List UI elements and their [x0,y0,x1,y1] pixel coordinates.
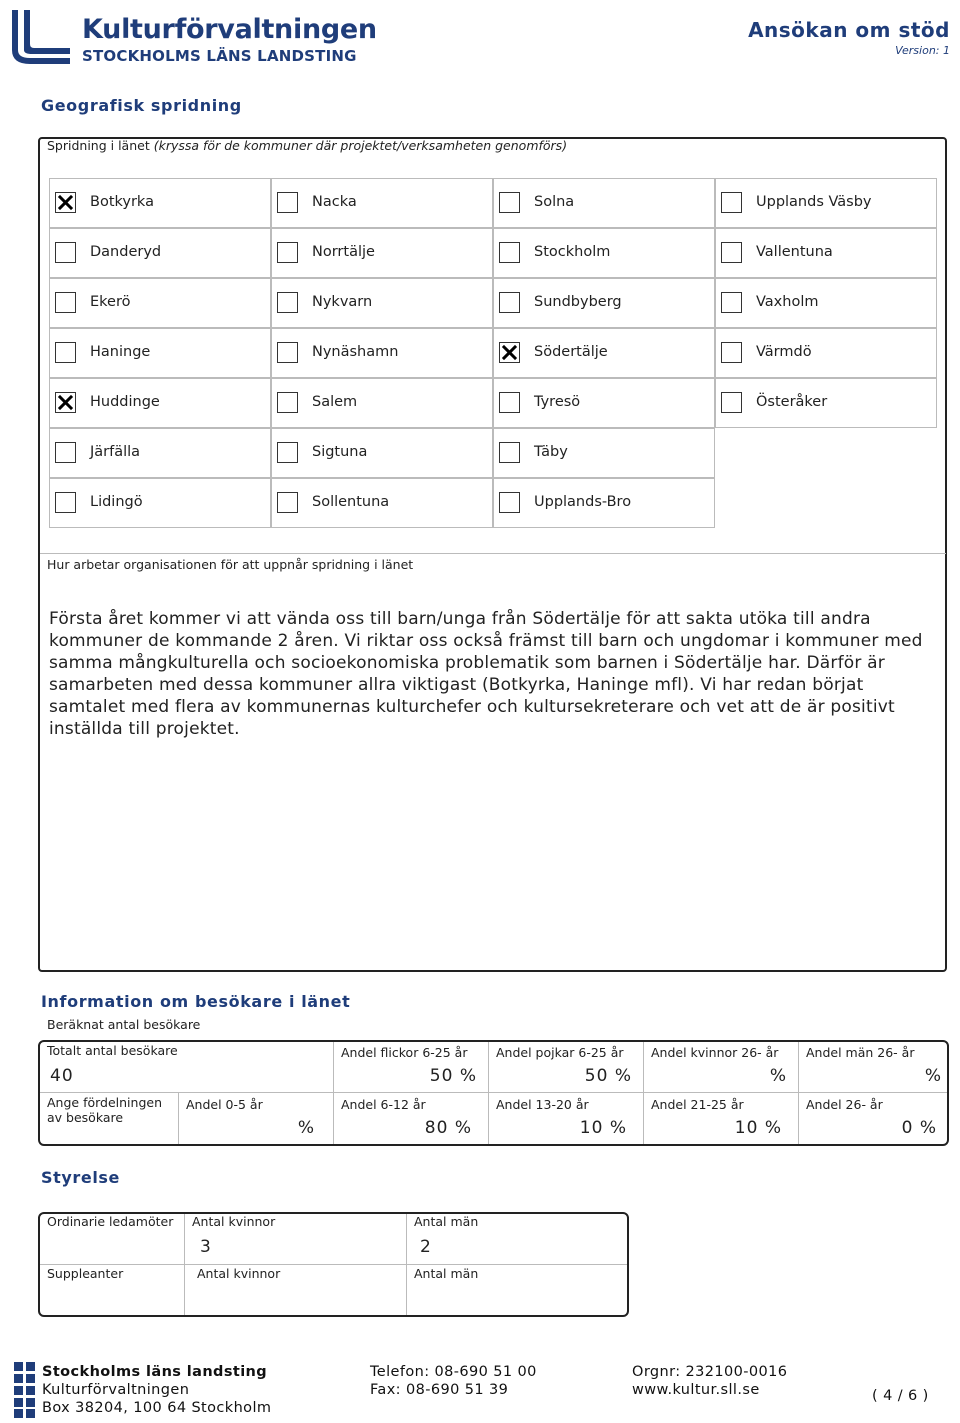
municipality-label: Vallentuna [756,244,833,260]
geo-instruction-italic: (kryssa för de kommuner där projektet/verksamheten genomförs) [153,138,568,153]
municipality-label: Norrtälje [312,244,375,260]
age-share-value[interactable]: 80 % [424,1118,472,1138]
municipality-label: Lidingö [90,494,143,510]
municipality-cell[interactable] [271,178,493,228]
deputy-men-label: Antal män [414,1266,479,1281]
checkbox[interactable] [721,192,742,213]
share-label: Andel kvinnor 26- år [651,1045,779,1060]
checkbox[interactable] [55,492,76,513]
logo-subtitle: STOCKHOLMS LÄNS LANDSTING [82,47,357,65]
checkbox-checked[interactable] [55,192,76,213]
spread-question: Hur arbetar organisationen för att uppnår spridning i länet [47,557,414,572]
municipality-cell[interactable] [49,478,271,528]
age-share-value[interactable]: % [297,1118,315,1138]
municipality-label: Botkyrka [90,194,154,210]
checkbox[interactable] [499,442,520,463]
municipality-label: Tyresö [534,394,581,410]
municipality-cell[interactable] [271,478,493,528]
check-x-icon [56,193,75,212]
document-title: Ansökan om stöd [748,18,950,42]
share-label: Andel pojkar 6-25 år [496,1045,624,1060]
checkbox[interactable] [277,242,298,263]
checkbox[interactable] [721,292,742,313]
municipality-cell[interactable] [271,328,493,378]
visitors-col-divider [333,1042,334,1144]
check-x-icon [56,393,75,412]
age-share-label: Andel 6-12 år [341,1097,426,1112]
women-count-value[interactable]: 3 [200,1237,212,1257]
footer-address: Box 38204, 100 64 Stockholm [42,1400,272,1416]
checkbox[interactable] [277,192,298,213]
age-share-label: Andel 26- år [806,1097,883,1112]
municipality-cell[interactable] [493,228,715,278]
checkbox[interactable] [277,392,298,413]
municipality-cell[interactable] [715,178,937,228]
logo-title: Kulturförvaltningen [82,14,377,45]
municipality-cell[interactable] [493,328,715,378]
footer-fax: Fax: 08-690 51 39 [370,1382,509,1398]
visitors-subtitle: Beräknat antal besökare [47,1017,201,1032]
municipality-label: Sundbyberg [534,294,622,310]
age-share-value[interactable]: 10 % [579,1118,627,1138]
checkbox-checked[interactable] [55,392,76,413]
share-label: Andel män 26- år [806,1045,915,1060]
footer-orgnr: Orgnr: 232100-0016 [632,1364,788,1380]
age-share-label: Andel 13-20 år [496,1097,589,1112]
geo-instruction [47,138,567,153]
checkbox[interactable] [277,492,298,513]
share-value[interactable]: % [769,1066,787,1086]
total-visitors-label: Totalt antal besökare [47,1043,178,1058]
board-col-divider [184,1214,185,1315]
board-row-divider [40,1264,627,1265]
footer-org: Stockholms läns landsting [42,1364,268,1380]
municipality-cell[interactable] [271,228,493,278]
municipality-label: Täby [534,444,568,460]
age-share-label: Andel 21-25 år [651,1097,744,1112]
deputy-women-label: Antal kvinnor [197,1266,281,1281]
checkbox[interactable] [55,442,76,463]
municipality-cell[interactable] [271,428,493,478]
share-value[interactable]: 50 % [584,1066,632,1086]
footer-dept: Kulturförvaltningen [42,1382,190,1398]
municipality-label: Danderyd [90,244,162,260]
municipality-cell[interactable] [271,278,493,328]
document-version: Version: 1 [895,44,950,57]
municipality-cell[interactable] [715,328,937,378]
checkbox[interactable] [721,392,742,413]
municipality-cell[interactable] [493,428,715,478]
share-label: Andel flickor 6-25 år [341,1045,468,1060]
municipality-cell[interactable] [49,328,271,378]
municipality-cell[interactable] [49,378,271,428]
municipality-label: Värmdö [756,344,812,360]
men-count-value[interactable]: 2 [420,1237,432,1257]
check-x-icon [500,343,519,362]
municipality-cell[interactable] [493,478,715,528]
municipality-label: Nykvarn [312,294,373,310]
visitors-col-divider [643,1042,644,1144]
municipality-label: Nacka [312,194,357,210]
visitors-col-divider [178,1093,179,1144]
municipality-cell[interactable] [49,228,271,278]
divider [40,553,946,554]
age-share-value[interactable]: 10 % [734,1118,782,1138]
checkbox[interactable] [499,492,520,513]
checkbox[interactable] [277,342,298,363]
age-share-label: Andel 0-5 år [186,1097,263,1112]
municipality-cell[interactable] [49,278,271,328]
total-visitors-value[interactable]: 40 [50,1066,74,1086]
section-title-visitors: Information om besökare i länet [41,992,351,1011]
municipality-cell[interactable] [715,228,937,278]
municipality-label: Solna [534,194,575,210]
logo-mark [10,10,72,66]
municipality-label: Södertälje [534,344,608,360]
checkbox[interactable] [499,242,520,263]
checkbox[interactable] [55,242,76,263]
municipality-cell[interactable] [49,178,271,228]
municipality-cell[interactable] [49,428,271,478]
municipality-cell[interactable] [493,178,715,228]
municipality-label: Stockholm [534,244,611,260]
regular-members-label: Ordinarie ledamöter [47,1214,174,1229]
checkbox[interactable] [721,342,742,363]
checkbox[interactable] [499,292,520,313]
footer-phone: Telefon: 08-690 51 00 [370,1364,537,1380]
distribution-label: Ange fördelningen [47,1095,163,1110]
checkbox[interactable] [277,442,298,463]
deputies-label: Suppleanter [47,1266,124,1281]
share-value[interactable]: 50 % [429,1066,477,1086]
municipality-label: Upplands Väsby [756,194,872,210]
municipality-label: Vaxholm [756,294,819,310]
municipality-cell[interactable] [715,378,937,428]
municipality-label: Sollentuna [312,494,390,510]
distribution-label: av besökare [47,1110,124,1125]
municipality-label: Järfälla [90,444,141,460]
municipality-label: Haninge [90,344,151,360]
checkbox[interactable] [55,292,76,313]
footer-logo-squares [14,1362,36,1418]
footer-web[interactable]: www.kultur.sll.se [632,1382,760,1398]
share-value[interactable]: % [924,1066,942,1086]
checkbox[interactable] [55,342,76,363]
municipality-label: Upplands-Bro [534,494,632,510]
checkbox[interactable] [721,242,742,263]
age-share-value[interactable]: 0 % [901,1118,937,1138]
checkbox[interactable] [499,392,520,413]
municipality-label: Österåker [756,394,828,410]
municipality-label: Huddinge [90,394,160,410]
municipality-cell[interactable] [493,278,715,328]
men-count-label: Antal män [414,1214,479,1229]
visitors-row-divider [40,1092,947,1093]
geo-instruction-prefix: Spridning i länet [47,138,154,153]
municipality-label: Sigtuna [312,444,368,460]
checkbox[interactable] [499,192,520,213]
checkbox[interactable] [277,292,298,313]
visitors-col-divider [488,1042,489,1144]
board-col-divider [406,1214,407,1315]
municipality-label: Nynäshamn [312,344,399,360]
section-title-board: Styrelse [41,1168,121,1187]
municipality-label: Ekerö [90,294,131,310]
section-title-geo: Geografisk spridning [41,96,242,115]
checkbox-checked[interactable] [499,342,520,363]
women-count-label: Antal kvinnor [192,1214,276,1229]
municipality-label: Salem [312,394,358,410]
page-number: ( 4 / 6 ) [872,1388,929,1404]
municipality-cell[interactable] [715,278,937,328]
municipality-cell[interactable] [493,378,715,428]
municipality-cell[interactable] [271,378,493,428]
spread-answer[interactable]: Första året kommer vi att vända oss till barn/unga från Södertälje för att sakta utöka till andra kommuner de kommande 2 åren. Vi riktar oss också främst till barn och ungdomar i kommuner med samma mångkulturella och socioekonomiska problematik som barnen i Södertälje har. Därför är samarbeten med dessa kommuner allra viktigast (Botkyrka, Haninge mfl). Vi har redan börjat samtalet med flera av kommunernas kulturchefer och kultursekreterare och vet att de är positivt inställda till projektet. [49,609,923,739]
visitors-col-divider [798,1042,799,1144]
